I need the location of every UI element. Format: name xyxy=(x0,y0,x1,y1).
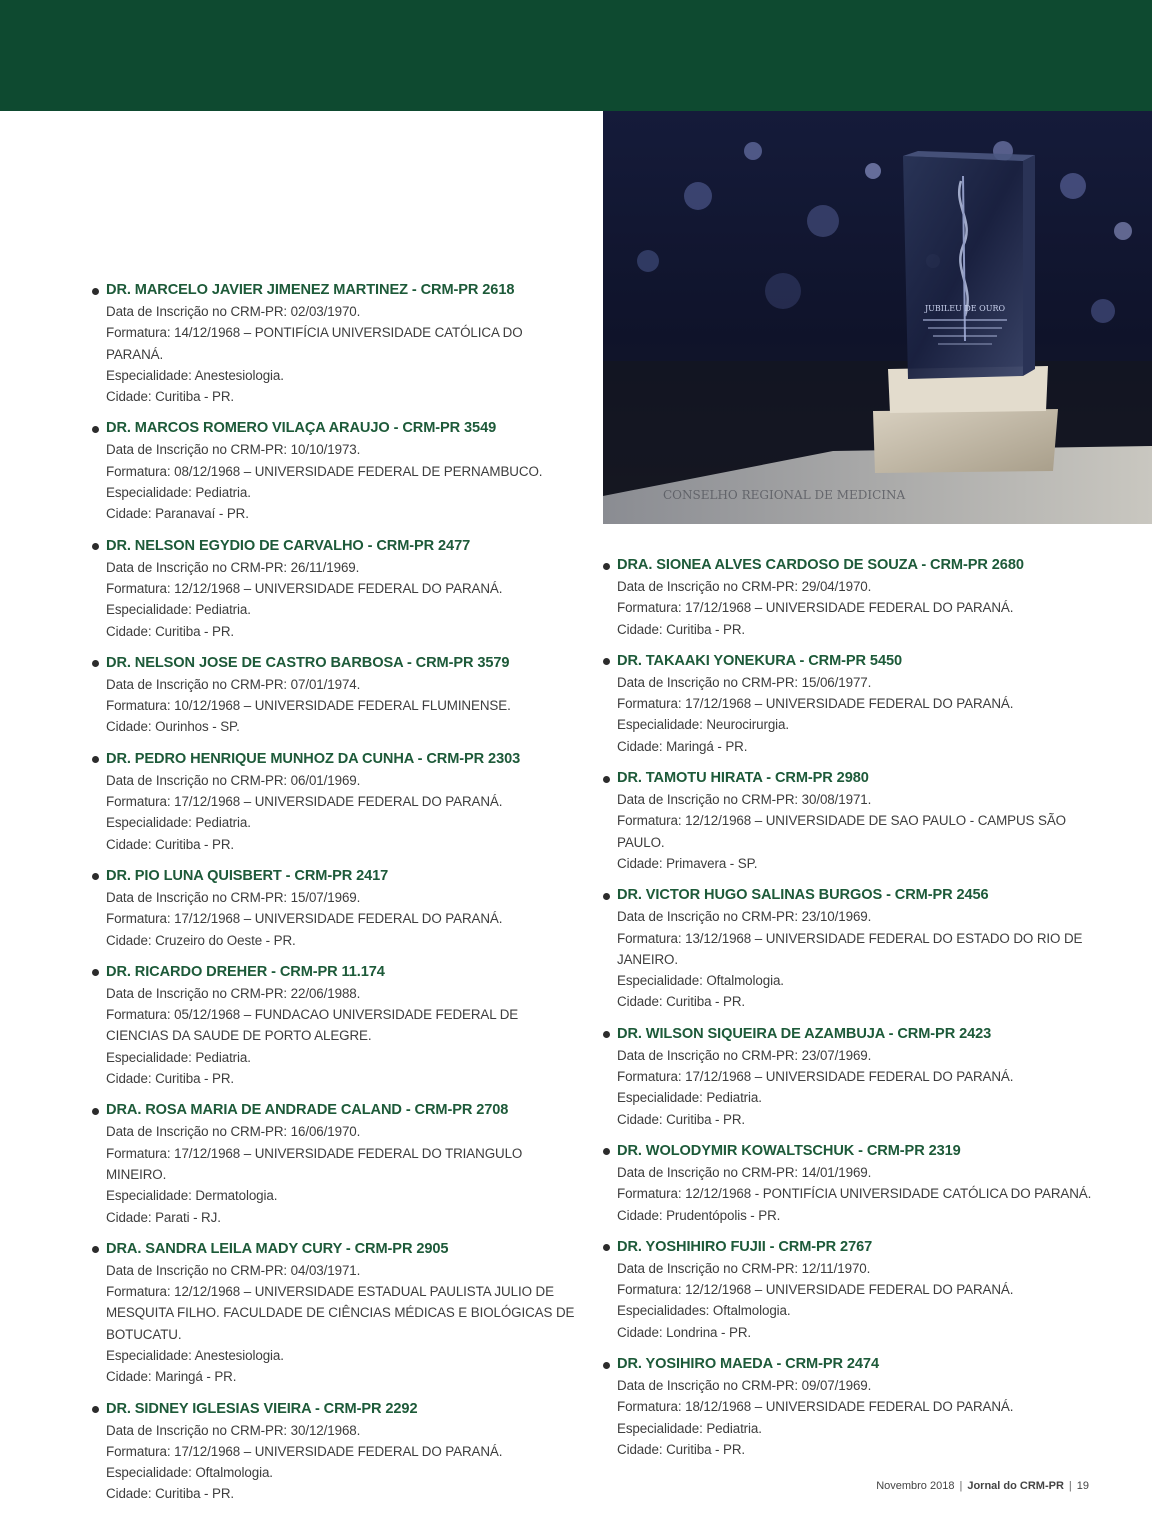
doctor-detail: Cidade: Primavera - SP. xyxy=(617,855,758,871)
doctor-detail: Cidade: Ourinhos - SP. xyxy=(106,719,240,735)
doctor-detail: Especialidade: Pediatria. xyxy=(106,1049,251,1065)
doctor-detail: Especialidade: Anestesiologia. xyxy=(106,1347,284,1363)
doctor-detail: Cidade: Curitiba - PR. xyxy=(106,623,235,639)
bullet-icon xyxy=(603,776,610,783)
doctor-detail: Data de Inscrição no CRM-PR: 16/06/1970. xyxy=(106,1124,361,1140)
doctor-name-text: DR. PEDRO HENRIQUE MUNHOZ DA CUNHA - CRM-PR 2303 xyxy=(106,750,521,767)
doctor-name-text: DR. MARCELO JAVIER JIMENEZ MARTINEZ - CRM-PR 2618 xyxy=(106,282,515,298)
doctor-detail: Cidade: Curitiba - PR. xyxy=(106,836,235,852)
doctor-entry xyxy=(92,536,582,642)
doctor-entry xyxy=(92,1100,582,1227)
bullet-icon xyxy=(603,658,610,665)
footer-month: Novembro 2018 xyxy=(876,1480,955,1492)
doctor-name xyxy=(603,1141,1093,1162)
bullet-icon xyxy=(92,288,99,295)
bullet-icon xyxy=(92,1406,99,1413)
doctor-detail: Formatura: 17/12/1968 – UNIVERSIDADE FEDERAL DO TRIANGULO MINEIRO. xyxy=(106,1145,523,1182)
doctor-detail: Especialidade: Anestesiologia. xyxy=(106,367,284,383)
doctor-detail: Formatura: 17/12/1968 – UNIVERSIDADE FEDERAL DO PARANÁ. xyxy=(617,600,1014,616)
svg-text:CONSELHO REGIONAL DE MEDICINA: CONSELHO REGIONAL DE MEDICINA xyxy=(663,488,906,502)
doctor-name-text: DR. YOSIHIRO MAEDA - CRM-PR 2474 xyxy=(617,1356,879,1373)
doctor-entry xyxy=(92,1239,582,1388)
bullet-icon xyxy=(92,969,99,976)
doctor-entry xyxy=(603,1354,1093,1460)
doctor-entry xyxy=(92,1399,582,1505)
doctor-detail: Formatura: 18/12/1968 – UNIVERSIDADE FEDERAL DO PARANÁ. xyxy=(617,1399,1014,1415)
doctor-detail: Formatura: 12/12/1968 – UNIVERSIDADE FEDERAL DO PARANÁ. xyxy=(617,1282,1014,1298)
doctor-detail: Data de Inscrição no CRM-PR: 09/07/1969. xyxy=(617,1378,872,1394)
doctor-name xyxy=(603,1354,1093,1375)
trophy-title: JUBILEU DE OURO xyxy=(924,304,1006,313)
doctor-detail: Cidade: Curitiba - PR. xyxy=(617,621,746,637)
doctor-detail: Data de Inscrição no CRM-PR: 12/11/1970. xyxy=(617,1260,871,1276)
doctor-detail: Data de Inscrição no CRM-PR: 15/06/1977. xyxy=(617,674,872,690)
doctor-detail: Formatura: 12/12/1968 - PONTIFÍCIA UNIVERSIDADE CATÓLICA DO PARANÁ. xyxy=(617,1186,1092,1202)
doctor-detail: Cidade: Curitiba - PR. xyxy=(617,1441,746,1457)
bullet-icon xyxy=(92,660,99,667)
doctor-name xyxy=(603,555,1093,576)
doctor-detail: Data de Inscrição no CRM-PR: 06/01/1969. xyxy=(106,772,361,788)
doctor-detail: Especialidades: Oftalmologia. xyxy=(617,1303,791,1319)
doctor-name xyxy=(92,1399,582,1420)
doctor-detail: Formatura: 12/12/1968 – UNIVERSIDADE DE SAO PAULO - CAMPUS SÃO PAULO. xyxy=(617,813,1066,850)
doctor-entry xyxy=(92,749,582,855)
doctor-name xyxy=(603,1024,1093,1045)
doctor-name xyxy=(603,768,1093,789)
doctor-detail: Cidade: Curitiba - PR. xyxy=(106,389,235,405)
bullet-icon xyxy=(603,1148,610,1155)
doctor-name-text: DR. NELSON JOSE DE CASTRO BARBOSA - CRM-PR 3579 xyxy=(106,654,510,671)
doctor-name-text: DRA. ROSA MARIA DE ANDRADE CALAND - CRM-PR 2708 xyxy=(106,1102,509,1119)
doctor-detail: Data de Inscrição no CRM-PR: 23/10/1969. xyxy=(617,909,872,925)
doctor-entry xyxy=(603,1024,1093,1130)
doctor-detail: Data de Inscrição no CRM-PR: 23/07/1969. xyxy=(617,1047,872,1063)
bullet-icon xyxy=(603,893,610,900)
bullet-icon xyxy=(603,563,610,570)
doctor-detail: Formatura: 05/12/1968 – FUNDACAO UNIVERSIDADE FEDERAL DE CIENCIAS DA SAUDE DE PORTO ALEGRE. xyxy=(106,1007,519,1044)
doctor-detail: Especialidade: Pediatria. xyxy=(106,815,251,831)
doctor-detail: Cidade: Maringá - PR. xyxy=(106,1369,237,1385)
doctor-detail: Especialidade: Neurocirurgia. xyxy=(617,717,790,733)
doctor-detail: Data de Inscrição no CRM-PR: 04/03/1971. xyxy=(106,1262,361,1278)
doctor-detail: Data de Inscrição no CRM-PR: 29/04/1970. xyxy=(617,579,872,594)
doctor-name xyxy=(92,749,582,770)
doctor-detail: Cidade: Curitiba - PR. xyxy=(106,1071,235,1087)
doctor-detail: Especialidade: Dermatologia. xyxy=(106,1188,278,1204)
doctor-entry xyxy=(603,555,1093,640)
doctor-detail: Especialidade: Pediatria. xyxy=(617,1420,762,1436)
doctor-entry xyxy=(92,418,582,524)
doctor-name-text: DR. TAMOTU HIRATA - CRM-PR 2980 xyxy=(617,770,869,787)
page-number: 19 xyxy=(1076,1480,1089,1492)
bullet-icon xyxy=(92,756,99,763)
doctor-detail: Especialidade: Pediatria. xyxy=(617,1090,762,1106)
doctor-detail: Formatura: 14/12/1968 – PONTIFÍCIA UNIVERSIDADE CATÓLICA DO PARANÁ. xyxy=(106,325,523,362)
doctor-detail: Data de Inscrição no CRM-PR: 14/01/1969. xyxy=(617,1164,872,1180)
doctor-name-text: DR. TAKAAKI YONEKURA - CRM-PR 5450 xyxy=(617,652,902,669)
doctor-detail: Data de Inscrição no CRM-PR: 10/10/1973. xyxy=(106,442,361,458)
doctor-detail: Formatura: 12/12/1968 – UNIVERSIDADE ESTADUAL PAULISTA JULIO DE MESQUITA FILHO. FACULDADE DE CIÊNCIAS MÉDICAS E BIOLÓGICAS DE BOTUCATU. xyxy=(106,1284,575,1342)
bullet-icon xyxy=(603,1031,610,1038)
doctor-detail: Data de Inscrição no CRM-PR: 15/07/1969. xyxy=(106,889,361,905)
doctor-detail: Cidade: Curitiba - PR. xyxy=(617,994,746,1010)
doctor-detail: Formatura: 10/12/1968 – UNIVERSIDADE FEDERAL FLUMINENSE. xyxy=(106,698,511,714)
doctor-entry xyxy=(603,885,1093,1012)
doctor-name xyxy=(92,418,582,439)
doctor-detail: Cidade: Curitiba - PR. xyxy=(106,1486,235,1502)
doctor-name-text: DRA. SIONEA ALVES CARDOSO DE SOUZA - CRM-PR 2680 xyxy=(617,557,1024,573)
doctor-detail: Cidade: Paranavaí - PR. xyxy=(106,506,249,522)
doctor-name xyxy=(603,1237,1093,1258)
doctor-name xyxy=(92,653,582,674)
bullet-icon xyxy=(92,873,99,880)
doctor-name xyxy=(603,885,1093,906)
doctor-entry xyxy=(92,653,582,738)
doctor-detail: Formatura: 17/12/1968 – UNIVERSIDADE FEDERAL DO PARANÁ. xyxy=(106,794,503,810)
doctor-entry xyxy=(603,1141,1093,1226)
doctor-detail: Formatura: 17/12/1968 – UNIVERSIDADE FEDERAL DO PARANÁ. xyxy=(617,1069,1014,1085)
doctor-name-text: DR. WOLODYMIR KOWALTSCHUK - CRM-PR 2319 xyxy=(617,1142,961,1159)
page-footer: Novembro 2018 | Jornal do CRM-PR | 19 xyxy=(876,1480,1089,1492)
doctor-detail: Cidade: Londrina - PR. xyxy=(617,1324,752,1340)
doctor-detail: Especialidade: Pediatria. xyxy=(106,602,251,618)
doctor-name-text: DR. SIDNEY IGLESIAS VIEIRA - CRM-PR 2292 xyxy=(106,1400,418,1417)
bullet-icon xyxy=(92,543,99,550)
doctor-name-text: DRA. SANDRA LEILA MADY CURY - CRM-PR 2905 xyxy=(106,1240,449,1257)
bullet-icon xyxy=(603,1362,610,1369)
doctor-detail: Data de Inscrição no CRM-PR: 30/08/1971. xyxy=(617,792,872,808)
doctor-detail: Cidade: Cruzeiro do Oeste - PR. xyxy=(106,932,296,948)
doctor-detail: Cidade: Prudentópolis - PR. xyxy=(617,1207,781,1223)
doctor-entry xyxy=(603,651,1093,757)
doctor-detail: Cidade: Parati - RJ. xyxy=(106,1209,221,1225)
doctor-entry xyxy=(603,768,1093,874)
bullet-icon xyxy=(603,1244,610,1251)
doctor-name-text: DR. NELSON EGYDIO DE CARVALHO - CRM-PR 2477 xyxy=(106,537,471,554)
doctor-detail: Especialidade: Pediatria. xyxy=(106,485,251,501)
doctor-name xyxy=(92,536,582,557)
doctor-detail: Formatura: 12/12/1968 – UNIVERSIDADE FEDERAL DO PARANÁ. xyxy=(106,580,503,596)
doctor-detail: Data de Inscrição no CRM-PR: 02/03/1970. xyxy=(106,304,361,319)
doctor-entry xyxy=(92,962,582,1089)
doctor-detail: Formatura: 17/12/1968 – UNIVERSIDADE FEDERAL DO PARANÁ. xyxy=(106,1443,503,1459)
doctor-name-text: DR. YOSHIHIRO FUJII - CRM-PR 2767 xyxy=(617,1238,873,1255)
doctor-name-text: DR. VICTOR HUGO SALINAS BURGOS - CRM-PR 2456 xyxy=(617,887,989,904)
bullet-icon xyxy=(92,1246,99,1253)
doctor-detail: Data de Inscrição no CRM-PR: 22/06/1988. xyxy=(106,985,361,1001)
doctor-name xyxy=(92,1239,582,1260)
bullet-icon xyxy=(92,1108,99,1115)
doctor-detail: Formatura: 08/12/1968 – UNIVERSIDADE FEDERAL DE PERNAMBUCO. xyxy=(106,463,543,479)
top-banner xyxy=(0,0,1152,111)
doctor-detail: Formatura: 13/12/1968 – UNIVERSIDADE FEDERAL DO ESTADO DO RIO DE JANEIRO. xyxy=(617,930,1083,967)
doctor-detail: Formatura: 17/12/1968 – UNIVERSIDADE FEDERAL DO PARANÁ. xyxy=(106,911,503,927)
doctor-entry xyxy=(603,1237,1093,1343)
bullet-icon xyxy=(92,426,99,433)
doctor-detail: Formatura: 17/12/1968 – UNIVERSIDADE FEDERAL DO PARANÁ. xyxy=(617,696,1014,712)
doctor-name xyxy=(92,1100,582,1121)
doctor-detail: Especialidade: Oftalmologia. xyxy=(106,1465,273,1481)
doctor-name xyxy=(92,866,582,887)
right-column xyxy=(603,555,1093,1471)
doctor-name-text: DR. MARCOS ROMERO VILAÇA ARAUJO - CRM-PR 3549 xyxy=(106,420,497,437)
doctor-name xyxy=(92,280,582,301)
doctor-detail: Cidade: Maringá - PR. xyxy=(617,738,748,754)
doctor-detail: Data de Inscrição no CRM-PR: 30/12/1968. xyxy=(106,1422,361,1438)
doctor-detail: Cidade: Curitiba - PR. xyxy=(617,1111,746,1127)
doctor-detail: Data de Inscrição no CRM-PR: 26/11/1969. xyxy=(106,559,360,575)
trophy-photo xyxy=(603,111,1152,524)
doctor-name-text: DR. RICARDO DREHER - CRM-PR 11.174 xyxy=(106,963,385,980)
doctor-name xyxy=(603,651,1093,672)
left-column xyxy=(92,280,582,1516)
doctor-name-text: DR. PIO LUNA QUISBERT - CRM-PR 2417 xyxy=(106,867,389,884)
footer-journal: Jornal do CRM-PR xyxy=(967,1480,1064,1492)
doctor-entry xyxy=(92,280,582,407)
doctor-detail: Data de Inscrição no CRM-PR: 07/01/1974. xyxy=(106,676,361,692)
doctor-entry xyxy=(92,866,582,951)
doctor-name xyxy=(92,962,582,983)
doctor-detail: Especialidade: Oftalmologia. xyxy=(617,973,784,989)
doctor-name-text: DR. WILSON SIQUEIRA DE AZAMBUJA - CRM-PR 2423 xyxy=(617,1025,992,1042)
